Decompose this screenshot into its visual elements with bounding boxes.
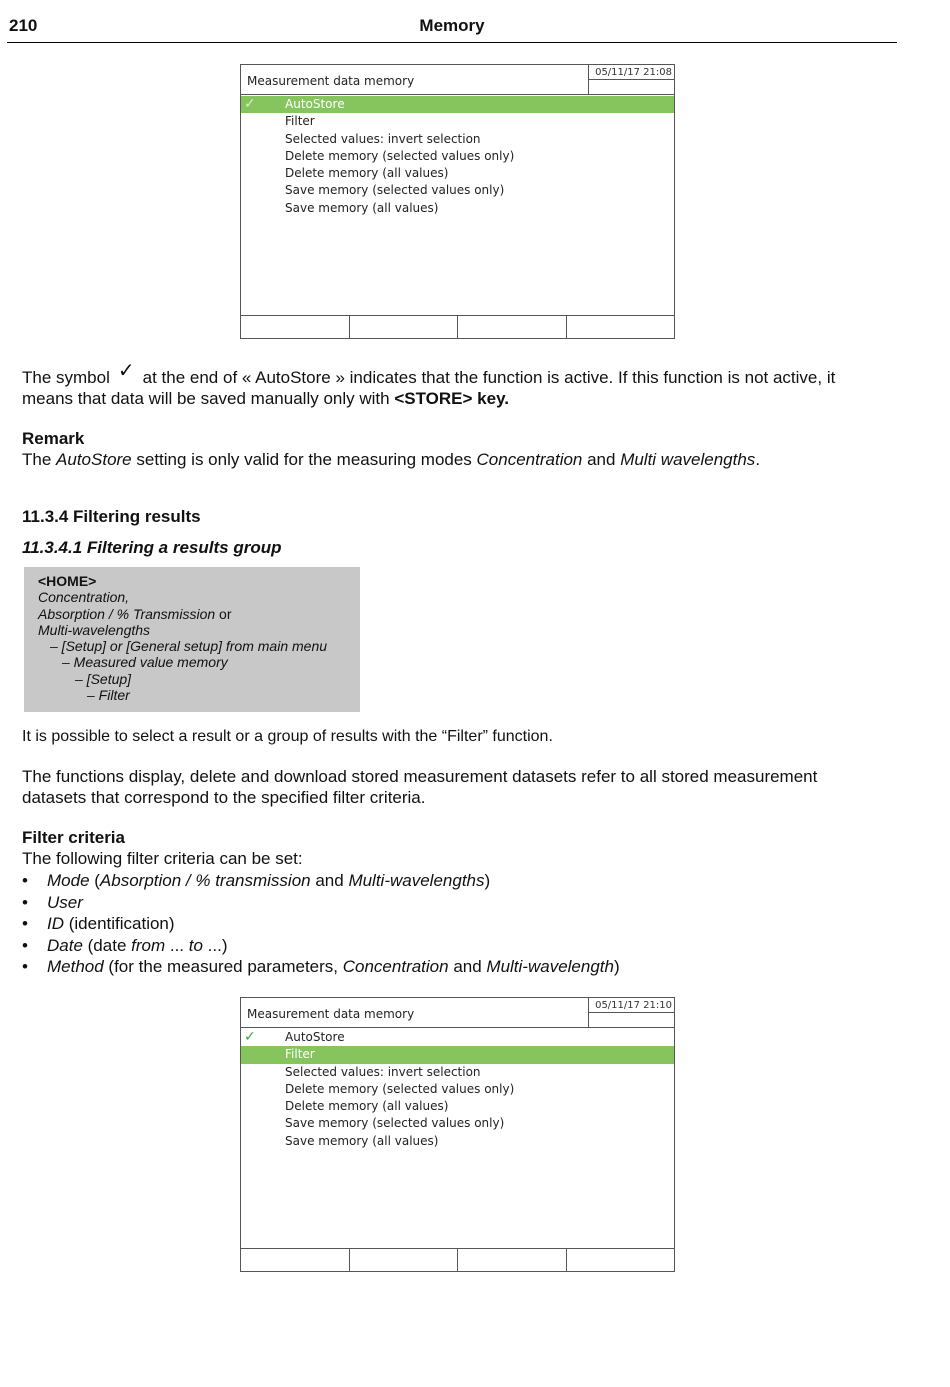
term: Method xyxy=(47,957,104,977)
page-heading: Memory xyxy=(419,16,485,35)
nav-home: <HOME> xyxy=(38,573,97,589)
nav-line: – [Setup] xyxy=(75,670,132,687)
menu-item-invert-selection[interactable] xyxy=(241,131,674,148)
softkey-1[interactable] xyxy=(241,1249,350,1271)
menu-item-delete-all[interactable] xyxy=(241,165,674,182)
list-item xyxy=(22,892,872,914)
text: (identification) xyxy=(64,914,175,934)
text: Concentration xyxy=(342,957,449,977)
term: ID xyxy=(47,914,64,934)
softkey-bar xyxy=(241,315,674,338)
page-header xyxy=(7,14,897,43)
menu-item-label: AutoStore xyxy=(285,1030,345,1044)
softkey-1[interactable] xyxy=(241,316,350,338)
softkey-4[interactable] xyxy=(567,316,675,338)
menu-item-label: Filter xyxy=(285,1047,315,1062)
menu-item-save-all[interactable] xyxy=(241,1133,674,1150)
nav-text: or xyxy=(215,605,232,622)
check-icon: ✓ xyxy=(244,1029,256,1045)
text: . xyxy=(755,450,761,469)
remark-heading-text: Remark xyxy=(22,429,85,448)
text: from xyxy=(131,935,166,955)
nav-line: Multi-wavelengths xyxy=(38,621,151,638)
menu-item-save-selected[interactable] xyxy=(241,182,674,199)
softkey-4[interactable] xyxy=(567,1249,675,1271)
paragraph-text: The symbol xyxy=(22,368,110,387)
bullet-icon: • xyxy=(22,957,28,977)
softkey-2[interactable] xyxy=(350,1249,459,1271)
nav-line: – Filter xyxy=(87,687,130,704)
menu-item-label: AutoStore xyxy=(285,97,345,111)
list-item xyxy=(22,935,872,957)
text: setting is only valid for the measuring modes xyxy=(131,450,477,469)
menu-item-filter[interactable] xyxy=(241,113,674,130)
menu-item-label: Selected values: invert selection xyxy=(285,131,481,146)
list-item xyxy=(22,913,872,935)
text: and xyxy=(310,871,349,890)
memory-menu xyxy=(241,96,674,217)
text: Concentration xyxy=(476,450,583,469)
store-key: <STORE> key. xyxy=(394,388,509,408)
navigation-path-box xyxy=(24,567,360,712)
text: ... xyxy=(165,935,189,955)
menu-item-save-all[interactable] xyxy=(241,200,674,217)
list-item xyxy=(22,956,872,978)
softkey-3[interactable] xyxy=(458,1249,567,1271)
datetime-box xyxy=(588,65,675,94)
text: (for the measured parameters, xyxy=(103,957,343,977)
menu-item-delete-selected[interactable] xyxy=(241,148,674,165)
text: (date xyxy=(82,935,132,955)
section-heading: 11.3.4 Filtering results xyxy=(22,507,201,526)
datetime-box xyxy=(588,998,675,1027)
menu-item-delete-selected[interactable] xyxy=(241,1081,674,1098)
screen-title: Measurement data memory xyxy=(247,74,415,88)
softkey-3[interactable] xyxy=(458,316,567,338)
text: Multi-wavelength xyxy=(486,957,614,977)
text: The xyxy=(22,450,57,469)
symbol-paragraph xyxy=(22,360,872,409)
menu-item-label: Delete memory (all values) xyxy=(285,1099,449,1114)
filter-select-paragraph: It is possible to select a result or a group of results with the “Filter” function. xyxy=(22,728,553,745)
screen-title-bar xyxy=(241,998,674,1028)
list-item xyxy=(22,870,872,892)
remark-heading xyxy=(22,429,872,450)
screen-title-bar xyxy=(241,65,674,95)
text: ( xyxy=(89,871,100,890)
menu-item-label: Delete memory (all values) xyxy=(285,166,449,181)
paragraph-text: at the end of « AutoStore » indicates that the function is active. If this function is not active, it means that data will be saved manually only with xyxy=(22,368,836,408)
menu-item-save-selected[interactable] xyxy=(241,1115,674,1132)
text: Multi wavelengths xyxy=(620,450,756,469)
menu-item-invert-selection[interactable] xyxy=(241,1064,674,1081)
menu-item-label: Save memory (selected values only) xyxy=(285,183,505,198)
text: Multi-wavelengths xyxy=(348,871,485,890)
nav-line: Concentration, xyxy=(38,589,130,606)
term: Mode xyxy=(47,871,90,890)
bullet-icon: • xyxy=(22,871,28,890)
menu-item-label: Delete memory (selected values only) xyxy=(285,1081,515,1096)
menu-item-label: Selected values: invert selection xyxy=(285,1064,481,1079)
nav-line xyxy=(38,606,360,622)
datetime-divider xyxy=(589,1012,675,1013)
filter-criteria-intro: The following filter criteria can be set: xyxy=(22,849,303,868)
nav-text: Absorption / % Transmission xyxy=(38,605,216,622)
menu-item-label: Save memory (all values) xyxy=(285,1133,439,1148)
text: and xyxy=(582,450,621,469)
nav-line: – [Setup] or [General setup] from main menu xyxy=(50,638,328,655)
menu-item-autostore[interactable] xyxy=(241,1029,674,1046)
menu-item-filter[interactable] xyxy=(241,1046,674,1063)
text: Absorption / % transmission xyxy=(99,871,311,890)
softkey-bar xyxy=(241,1248,674,1271)
page-number: 210 xyxy=(9,16,38,35)
text: ...) xyxy=(202,935,228,955)
filter-criteria-list xyxy=(22,870,872,978)
menu-item-delete-all[interactable] xyxy=(241,1098,674,1115)
softkey-2[interactable] xyxy=(350,316,459,338)
filter-criteria-heading-text: Filter criteria xyxy=(22,828,125,847)
text: and xyxy=(448,957,487,977)
bullet-icon: • xyxy=(22,935,28,955)
term: User xyxy=(47,892,83,912)
menu-item-label: Delete memory (selected values only) xyxy=(285,148,515,163)
term: Date xyxy=(47,935,83,955)
filter-criteria-heading xyxy=(22,828,872,849)
functions-paragraph: The functions display, delete and download stored measurement datasets refer to all stored measurement datasets that correspond to the specified filter criteria. xyxy=(22,767,818,807)
datetime-divider xyxy=(589,79,675,80)
nav-line: – Measured value memory xyxy=(62,654,228,671)
text: ) xyxy=(484,871,491,890)
device-screen-2 xyxy=(240,997,675,1272)
menu-item-autostore[interactable] xyxy=(241,96,674,113)
text: ) xyxy=(613,957,620,977)
menu-item-label: Save memory (selected values only) xyxy=(285,1116,505,1131)
check-icon: ✓ xyxy=(117,360,135,382)
datetime: 05/11/17 21:08 xyxy=(595,67,672,78)
check-icon: ✓ xyxy=(244,96,256,112)
menu-item-label: Save memory (all values) xyxy=(285,200,439,215)
text: to xyxy=(188,935,203,955)
text: AutoStore xyxy=(56,450,132,469)
menu-item-label: Filter xyxy=(285,114,315,129)
bullet-icon: • xyxy=(22,914,28,934)
memory-menu xyxy=(241,1029,674,1150)
datetime: 05/11/17 21:10 xyxy=(595,1000,672,1011)
device-screen-1 xyxy=(240,64,675,339)
bullet-icon: • xyxy=(22,892,28,912)
subsection-heading: 11.3.4.1 Filtering a results group xyxy=(22,538,282,557)
screen-title: Measurement data memory xyxy=(247,1007,415,1021)
remark-text xyxy=(22,450,872,471)
